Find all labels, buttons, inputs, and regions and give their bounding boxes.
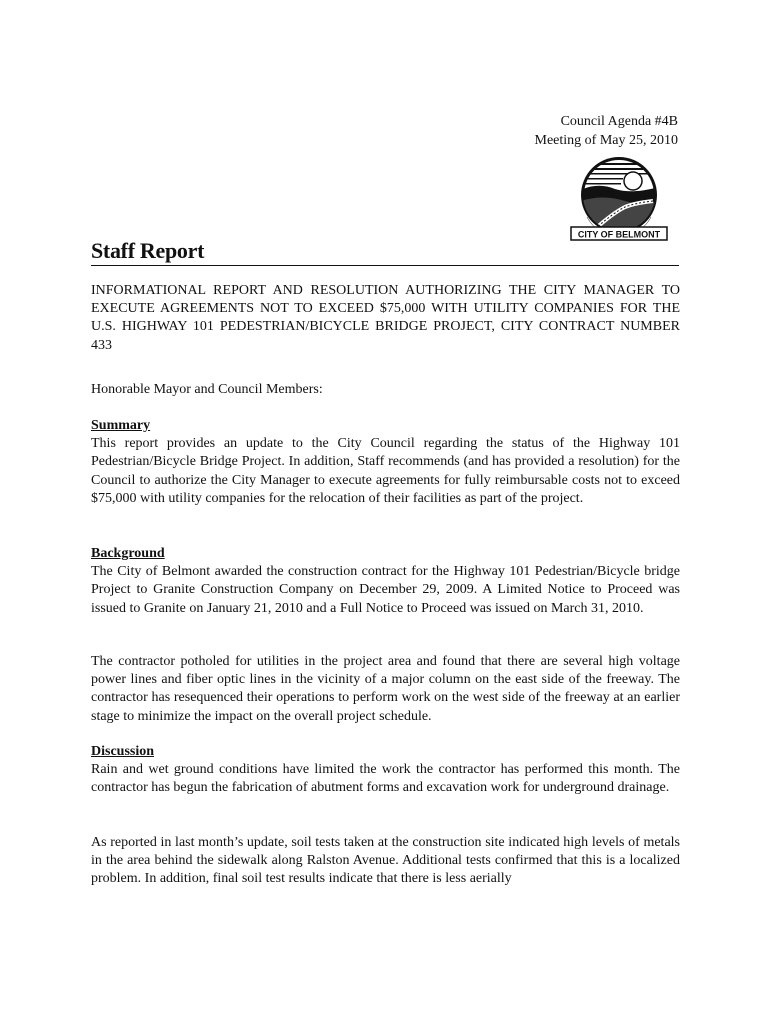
background-section xyxy=(91,545,680,618)
seal-city-name: CITY OF BELMONT xyxy=(577,229,661,240)
agenda-number: Council Agenda #4B xyxy=(560,114,678,129)
background-heading: Background xyxy=(91,546,165,561)
background-paragraph-2: The contractor potholed for utilities in the project area and found that there are several high voltage power lines and fiber optic lines in the vicinity of a major column on the east side of the freeway. The contractor has resequenced their operations to perform work on the west side of the freeway at an earlier stage to minimize the impact on the overall project schedule. xyxy=(91,654,680,724)
meeting-date: Meeting of May 25, 2010 xyxy=(534,133,678,148)
agenda-header xyxy=(535,112,678,150)
summary-text: This report provides an update to the City Council regarding the status of the Highway 101 Pedestrian/Bicycle Bridge Project. In addition, Staff recommends (and has provided a resolution) for the Council to authorize the City Manager to execute agreements for fully reimbursable costs not to exceed $75,000 with utility companies for the relocation of their facilities as part of the project. xyxy=(91,436,680,506)
page-title: Staff Report xyxy=(91,237,679,266)
discussion-paragraph-2: As reported in last month’s update, soil tests taken at the construction site indicated high levels of metals in the area behind the sidewalk along Ralston Avenue. Additional tests confirmed that this is a localized problem. In addition, final soil test results indicate that there is less aerially xyxy=(91,835,680,887)
discussion-text: Rain and wet ground conditions have limited the work the contractor has performed this month. The contractor has begun the fabrication of abutment forms and excavation work for underground drainage. xyxy=(91,762,680,796)
city-seal-logo xyxy=(565,157,673,243)
report-subject: INFORMATIONAL REPORT AND RESOLUTION AUTHORIZING THE CITY MANAGER TO EXECUTE AGREEMENTS NOT TO EXCEED $75,000 WITH UTILITY COMPANIES FOR THE U.S. HIGHWAY 101 PEDESTRIAN/BICYCLE BRIDGE PROJECT, CITY CONTRACT NUMBER 433 xyxy=(91,283,680,353)
summary-heading: Summary xyxy=(91,418,151,433)
discussion-section xyxy=(91,743,680,798)
salutation: Honorable Mayor and Council Members: xyxy=(91,382,323,397)
summary-section xyxy=(91,417,680,508)
background-text: The City of Belmont awarded the construction contract for the Highway 101 Pedestrian/Bicycle bridge Project to Granite Construction Company on December 29, 2009. A Limited Notice to Proceed was issued to Granite on January 21, 2010 and a Full Notice to Proceed was issued on March 31, 2010. xyxy=(91,564,680,616)
discussion-heading: Discussion xyxy=(91,744,155,759)
